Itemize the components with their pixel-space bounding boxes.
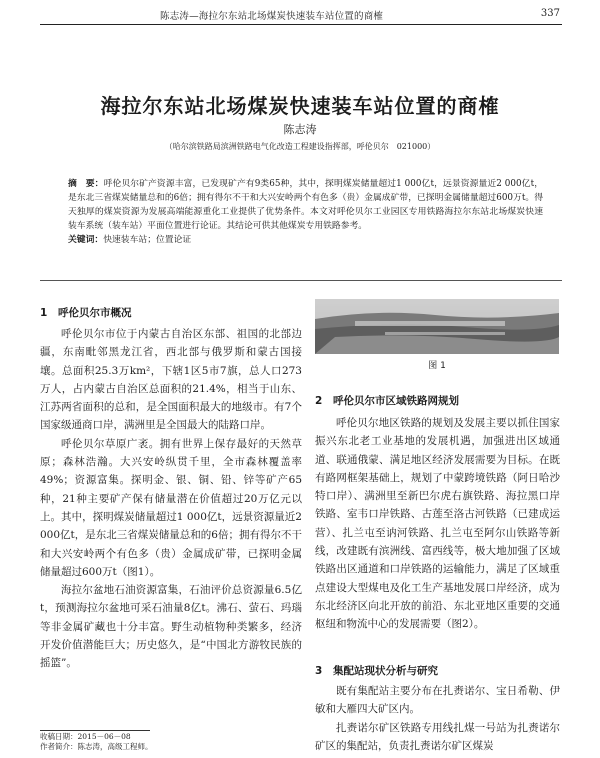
section-3-heading [315,663,559,678]
received-date: 收稿日期：2015－06－08 [40,732,131,741]
section-number: 2 [315,395,323,407]
section-1-body [40,325,302,673]
keywords-label: 关键词： [68,235,104,245]
keywords-text: 快速装车站；位置论证 [103,235,192,245]
article-author: 陈志涛 [283,123,317,136]
section-2-heading [315,393,559,408]
paragraph: 既有集配站主要分布在扎赉诺尔、宝日希勒、伊敏和大雁四大矿区内。 [315,685,560,716]
paragraph: 扎赉诺尔矿区铁路专用线扎煤一号站为扎赉诺尔矿区的集配站，负责扎赉诺尔矿区煤炭 [315,721,560,752]
section-title: 呼伦贝尔市概况 [58,307,132,319]
section-1-heading [40,305,300,320]
keywords-line [68,233,543,247]
paragraph: 海拉尔盆地石油资源富集，石油评价总资源量6.5亿t，预测海拉尔盆地可采石油量8亿t。沸石、萤石、玛瑙等非金属矿藏也十分丰富。野生动植物种类繁多，经济开发价值潜能巨大；历史悠久，是“中国北方游牧民族的摇篮”。 [40,584,302,670]
section-number: 1 [40,307,48,319]
abstract-block [68,177,543,247]
article-affiliation: （哈尔滨铁路局滨洲铁路电气化改造工程建设指挥部，呼伦贝尔 021000） [164,142,436,151]
footnote-rule [40,730,150,731]
figure-1-photo [315,299,559,354]
abstract-divider [40,280,562,281]
abstract-paragraph [68,177,543,233]
paragraph: 呼伦贝尔市位于内蒙古自治区东部、祖国的北部边疆，东南毗邻黑龙江省，西北部与俄罗斯和蒙古国接壤。总面积25.3万km²，下辖1区5市7旗，总人口273万人，占内蒙古自治区总面积的21.4%，相当于山东、江苏两省面积的总和，是全国面积最大的地级市。有7个国家级通商口岸，满洲里是全国最大的陆路口岸。 [40,328,302,432]
figure-1-image [315,299,559,354]
running-header-title: 陈志涛—海拉尔东站北场煤炭快速装车站位置的商榷 [160,11,384,22]
section-number: 3 [315,665,323,677]
section-title: 集配站现状分析与研究 [333,665,438,677]
paragraph: 呼伦贝尔地区铁路的规划及发展主要以抓住国家振兴东北老工业基地的发展机遇，加强进出区域通道、联通俄蒙、满足地区经济发展需要为目标。在既有路网框架基础上，规划了中蒙跨境铁路（阿日哈沙特口岸）、满洲里至新巴尔虎右旗铁路、海拉黑口岸铁路、室韦口岸铁路、古莲至洛古河铁路（已建成运营）、扎兰屯至讷河铁路、扎兰屯至阿尔山铁路等新线，改建既有滨洲线、富西线等，极大地加强了区域铁路出区通道和口岸铁路的运输能力，满足了区域重点建设大型煤电及化工生产基地发展口岸经济，成为东北经济区向北开放的前沿、东北亚地区重要的交通枢纽和物流中心的发展需要（图2）。 [315,417,560,631]
footnote [40,732,153,752]
header-rule [40,24,562,25]
section-2-body [315,414,560,634]
abstract-text: 呼伦贝尔矿产资源丰富，已发现矿产有9类65种，其中，探明煤炭储量超过1 000亿t，远景资源量近2 000亿t，是东北三省煤炭储量总和的6倍；拥有得尔不干和大兴安岭两个有色多（贵）金属成矿带，已探明金属储量超过600万t。得天独厚的煤炭资源为发展高端能源重化工业提供了优势条件。本文对呼伦贝尔工业园区专用铁路海拉尔东站北场煤炭快速装车系统（装车站）平面位置进行论证。其结论可供其他煤炭专用铁路参考。 [68,179,543,231]
article-title: 海拉尔东站北场煤炭快速装车站位置的商榷 [100,94,500,118]
figure-1-caption: 图 1 [428,361,446,371]
author-bio: 作者简介：陈志涛，高级工程师。 [40,742,153,751]
paragraph: 呼伦贝尔草原广袤。拥有世界上保存最好的天然草原；森林浩瀚。大兴安岭纵贯千里，全市森林覆盖率49%；资源富集。探明金、银、铜、铅、锌等矿产65种，21种主要矿产保有储量潜在价值超过20万亿元以上。其中，探明煤炭储量超过1 000亿t，远景资源量近2 000亿t，是东北三省煤炭储量总和的6倍；拥有得尔不干和大兴安岭两个有色多（贵）金属成矿带，已探明金属储量超过600万t（图1）。 [40,437,302,578]
section-3-body [315,682,560,755]
abstract-label: 摘 要： [68,179,104,189]
page-number: 337 [540,8,560,19]
section-title: 呼伦贝尔市区域铁路网规划 [333,395,459,407]
